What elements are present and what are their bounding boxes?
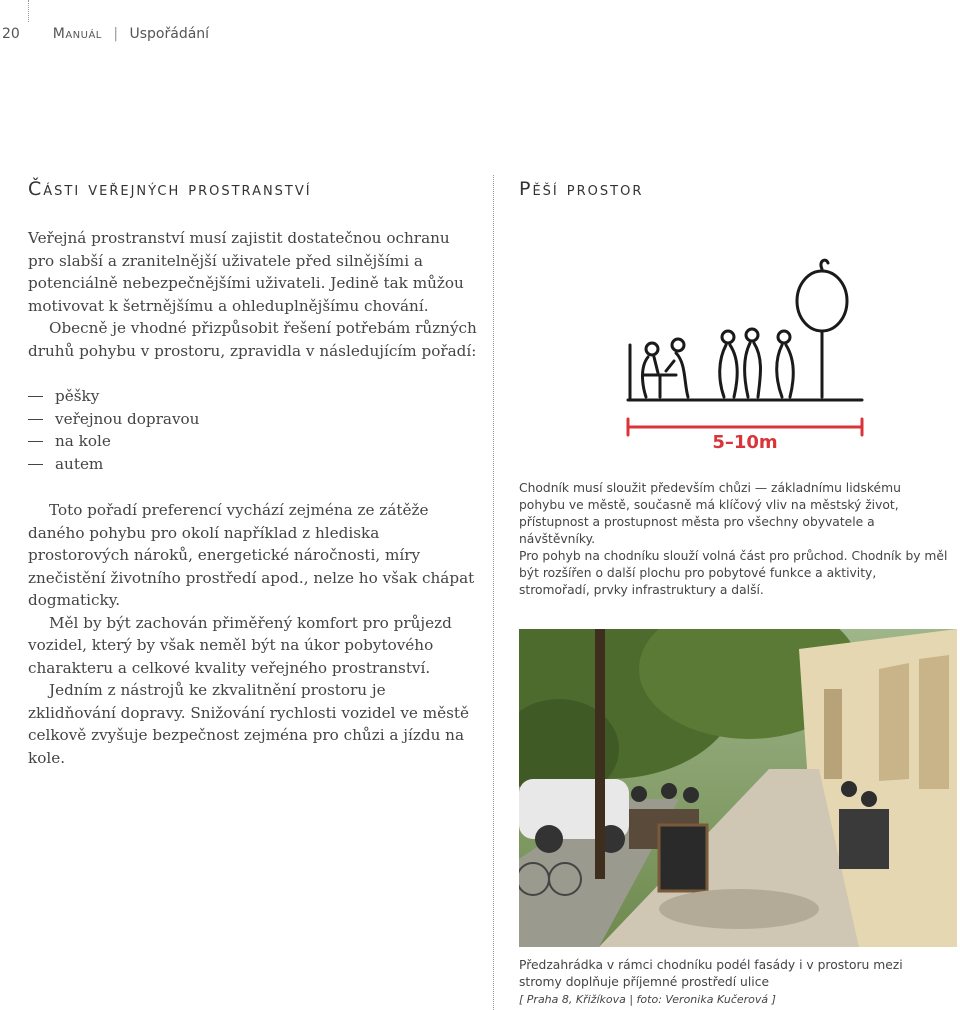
street-photo bbox=[519, 629, 957, 947]
right-paragraph-2: Pro pohyb na chodníku slouží volná část pro průchod. Chodník by měl být rozšířen o další plochu pro pobytové funkce a aktivity, stromořadí, prvky infrastruktury a další. bbox=[519, 549, 948, 597]
body-paragraph-2: Měl by být zachován přiměřený komfort pro průjezd vozidel, který by však neměl být na úkor pobytového charakteru a celkové kvality veřejného prostranství. bbox=[28, 613, 452, 677]
right-paragraph-1: Chodník musí sloužit především chůzi — základnímu lidskému pohybu ve městě, současně má klíčový vliv na městský život, přístupnost a prostupnost města pro všechny obyvatele a návštěvníky. bbox=[519, 481, 901, 546]
page-number: 20 bbox=[2, 26, 20, 42]
body-paragraph-3: Jedním z nástrojů ke zkvalitnění prostoru je zklidňování dopravy. Snižování rychlosti vozidel ve městě celkově zvyšuje bezpečnost zejména pro chůzi a jízdu na kole. bbox=[28, 681, 470, 767]
chapter-name: Uspořádání bbox=[129, 26, 210, 42]
left-heading: Části veřejných prostranství bbox=[28, 178, 312, 200]
column-dotted-rule bbox=[493, 175, 494, 1010]
list-item: na kole bbox=[28, 430, 448, 453]
intro-paragraph-1: Veřejná prostranství musí zajistit dostatečnou ochranu pro slabší a zranitelnější uživatele před silnějšími a potenciálně nebezpečnějšími uživateli. Jedině tak můžou motivovat k šetrnějšímu a ohleduplnějšímu chování. bbox=[28, 229, 464, 315]
intro-text bbox=[28, 227, 478, 362]
right-text bbox=[519, 480, 949, 599]
body-paragraph-1: Toto pořadí preferencí vychází zejména ze zátěže daného pohybu pro okolí například z hlediska prostorových nároků, energetické náročnosti, míry znečistění životního prostředí apod., nelze ho však chápat dogmaticky. bbox=[28, 501, 475, 609]
photo-credit: [ Praha 8, Křižíkova | foto: Veronika Kučerová ] bbox=[519, 993, 776, 1006]
intro-paragraph-2: Obecně je vhodné přizpůsobit řešení potřebám různých druhů pohybu v prostoru, zpravidla v následujícím pořadí: bbox=[28, 319, 477, 360]
top-dotted-rule bbox=[28, 0, 29, 22]
sketch-width-label: 5–10m bbox=[712, 432, 778, 453]
list-item: autem bbox=[28, 453, 448, 476]
photo-caption bbox=[519, 957, 949, 1008]
sidewalk-sketch bbox=[600, 245, 880, 455]
section-name: Manuál bbox=[52, 26, 102, 42]
list-item: pěšky bbox=[28, 385, 448, 408]
caption-text: Předzahrádka v rámci chodníku podél fasády i v prostoru mezi stromy doplňuje příjemné prostředí ulice bbox=[519, 958, 903, 989]
list-item: veřejnou dopravou bbox=[28, 408, 448, 431]
running-header bbox=[2, 26, 209, 42]
header-separator: | bbox=[113, 26, 119, 42]
body-text bbox=[28, 499, 478, 769]
right-heading: Pěší prostor bbox=[519, 178, 644, 200]
movement-order-list bbox=[28, 385, 448, 475]
